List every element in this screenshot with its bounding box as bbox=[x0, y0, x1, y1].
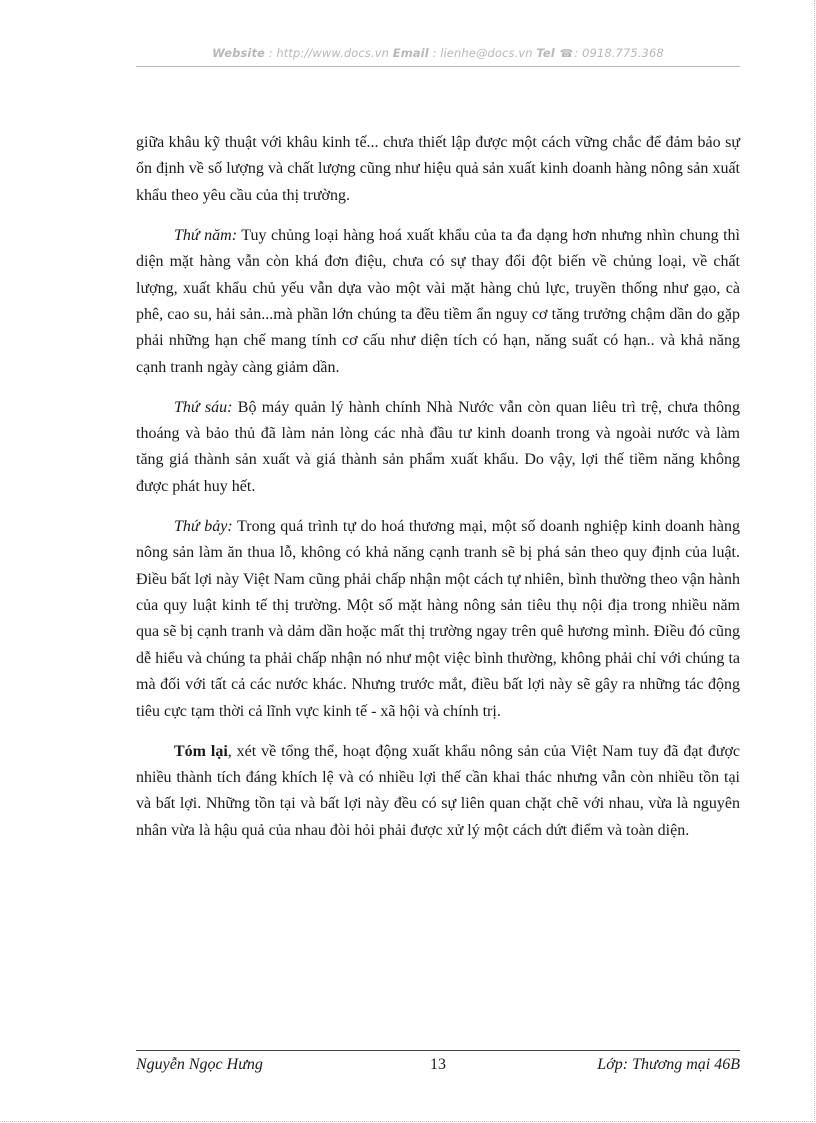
paragraph-text: Bộ máy quản lý hành chính Nhà Nước vẫn còn quan liêu trì trệ, chưa thông thoáng và bảo thủ đã làm nản lòng các nhà đầu tư kinh doanh trong và ngoài nước và làm tăng giá thành sản xuất và giá thành sản phẩm xuất khẩu. Do vậy, lợi thế tiềm năng không được phát huy hết. bbox=[136, 398, 740, 495]
page-footer bbox=[136, 1056, 740, 1078]
paragraph-thu-nam bbox=[136, 223, 740, 381]
tel-label: Tel bbox=[536, 46, 555, 60]
paragraph-lead: Thứ năm: bbox=[174, 226, 238, 244]
tel-value: : 0918.775.368 bbox=[574, 46, 664, 60]
footer-rule bbox=[136, 1050, 740, 1051]
page-header bbox=[136, 46, 740, 60]
footer-class: Lớp: Thương mại 46B bbox=[597, 1056, 740, 1073]
email-label: Email bbox=[392, 46, 429, 60]
paragraph-thu-sau bbox=[136, 395, 740, 501]
paragraph-text: , xét về tổng thể, hoạt động xuất khẩu nông sản của Việt Nam tuy đã đạt được nhiều thành tích đáng khích lệ và có nhiều lợi thế cần khai thác nhưng vẫn còn nhiều tồn tại và bất lợi. Những tồn tại và bất lợi này đều có sự liên quan chặt chẽ với nhau, vừa là nguyên nhân vừa là hậu quả của nhau đòi hỏi phải được xử lý một cách dứt điểm và toàn diện. bbox=[136, 742, 741, 839]
paragraph-text: Trong quá trình tự do hoá thương mại, một số doanh nghiệp kinh doanh hàng nông sản làm ăn thua lỗ, không có khả năng cạnh tranh sẽ bị phá sản theo quy định của luật. Điều bất lợi này Việt Nam cũng phải chấp nhận một cách tự nhiên, bình thường theo vận hành của quy luật kinh tế thị trường. Một số mặt hàng nông sản tiêu thụ nội địa trong nhiều năm qua sẽ bị cạnh tranh và dảm dần hoặc mất thị trường ngay trên quê hương mình. Điều đó cũng dễ hiểu và chúng ta phải chấp nhận nó như một việc bình thường, không phải chỉ với chúng ta mà đối với tất cả các nước khác. Nhưng trước mắt, điều bất lợi này sẽ gây ra những tác động tiêu cực tạm thời cả lĩnh vực kinh tế - xã hội và chính trị. bbox=[136, 517, 740, 720]
paragraph-text: giữa khâu kỹ thuật với khâu kinh tế... chưa thiết lập được một cách vững chắc để đảm bảo sự ổn định về số lượng và chất lượng cũng như hiệu quả sản xuất kinh doanh hàng nông sản xuất khẩu theo yêu cầu của thị trường. bbox=[136, 134, 740, 204]
footer-author: Nguyễn Ngọc Hưng bbox=[136, 1056, 263, 1073]
website-value: : http://www.docs.vn bbox=[264, 46, 393, 60]
paragraph-continuation bbox=[136, 130, 740, 209]
phone-icon: ☎ bbox=[559, 47, 574, 60]
paragraph-thu-bay bbox=[136, 514, 740, 725]
paragraph-tom-lai bbox=[136, 739, 740, 845]
email-value: : lienhe@docs.vn bbox=[428, 46, 537, 60]
paragraph-lead: Thứ sáu: bbox=[174, 398, 233, 416]
paragraph-lead: Thứ bảy: bbox=[174, 517, 233, 535]
header-rule bbox=[136, 66, 740, 67]
paragraph-lead: Tóm lại bbox=[174, 742, 228, 760]
body-text bbox=[136, 130, 740, 858]
website-label: Website bbox=[212, 46, 265, 60]
page-number: 13 bbox=[430, 1056, 446, 1073]
paragraph-text: Tuy chủng loại hàng hoá xuất khẩu của ta đa dạng hơn nhưng nhìn chung thì diện mặt hàng vẫn còn khá đơn điệu, chưa có sự thay đổi đột biến về chủng loại, về chất lượng, xuất khẩu chủ yếu vẫn dựa vào một vài mặt hàng chủ lực, truyền thống như gạo, cà phê, cao su, hải sản...mà phần lớn chúng ta đều tiềm ẩn nguy cơ tăng trưởng chậm dần do gặp phải những hạn chế mang tính cơ cấu như diện tích có hạn, năng suất có hạn.. và khả năng cạnh tranh ngày càng giảm dần. bbox=[136, 226, 740, 376]
